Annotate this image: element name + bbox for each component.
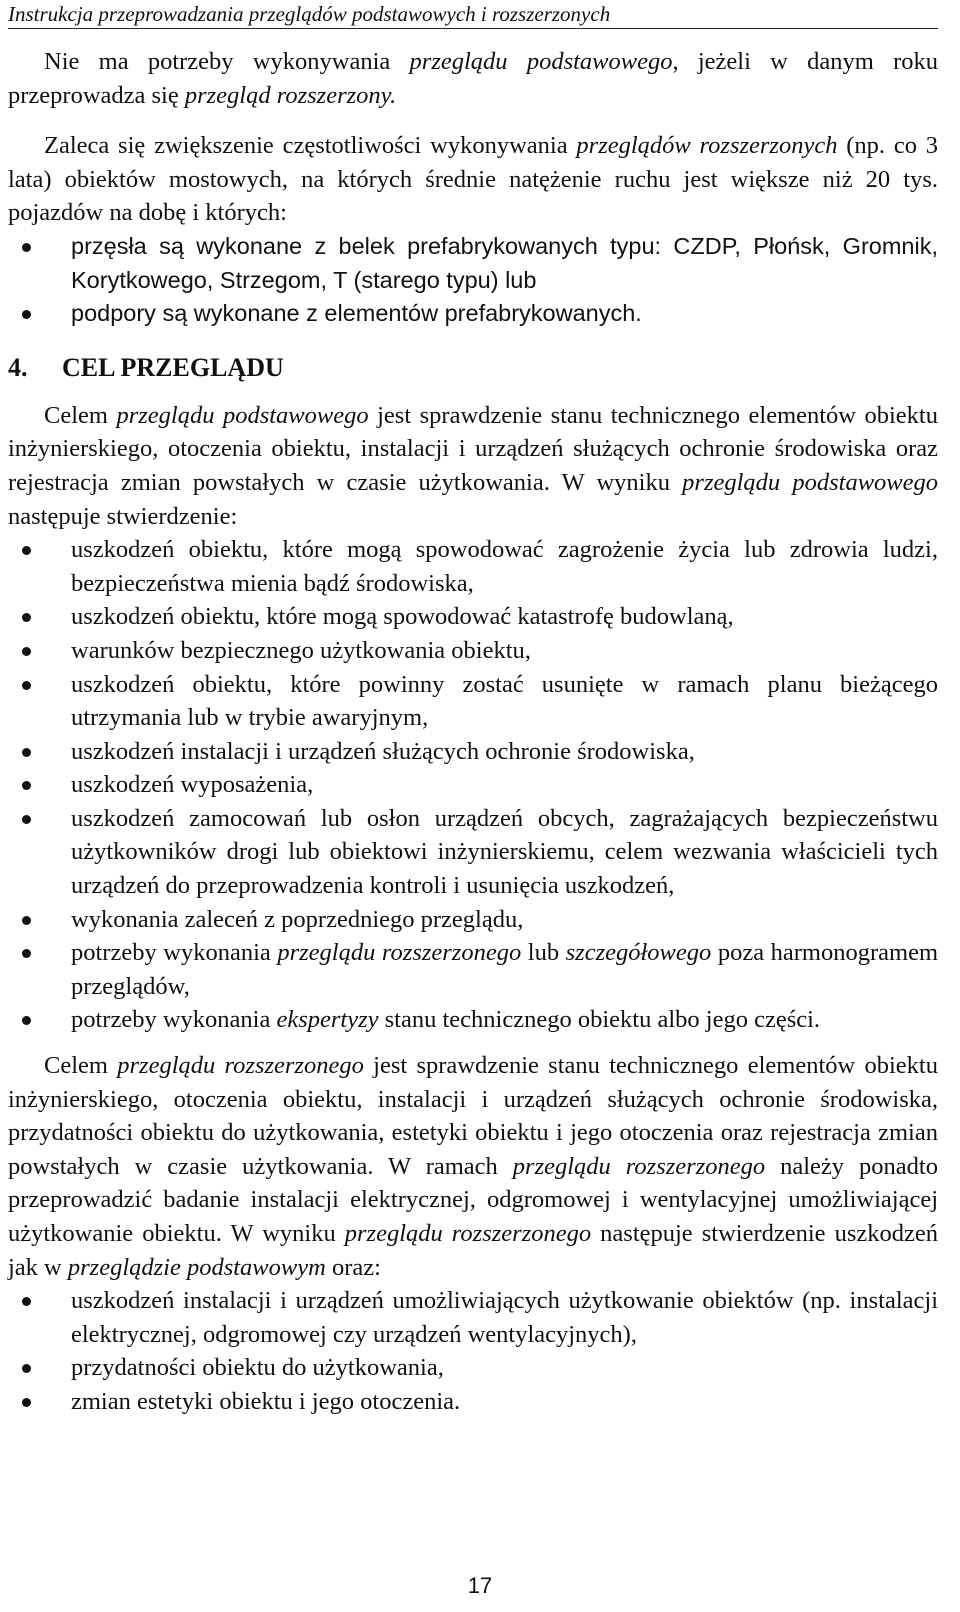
running-header: Instrukcja przeprowadzania przeglądów podstawowych i rozszerzonych bbox=[8, 0, 938, 29]
list-item: zmian estetyki obiektu i jego otoczenia. bbox=[8, 1385, 938, 1419]
basic-review-paragraph bbox=[8, 399, 938, 533]
text-run: lub bbox=[521, 939, 566, 967]
list-item: uszkodzeń obiektu, które powinny zostać usunięte w ramach planu bieżącego utrzymania lub w trybie awaryjnym, bbox=[8, 668, 938, 735]
text-run: Celem bbox=[44, 1052, 118, 1080]
italic-term: przeglądu rozszerzonego bbox=[512, 1152, 766, 1180]
text-run: Nie ma potrzeby wykonywania bbox=[44, 48, 410, 75]
text-run: potrzeby wykonania bbox=[71, 1006, 277, 1034]
text-run: poza harmonogramem przeglądów, bbox=[71, 939, 938, 1000]
italic-term: przeglądu podstawowego bbox=[116, 401, 369, 429]
list-item: uszkodzeń instalacji i urządzeń umożliwiających użytkowanie obiektów (np. instalacji elektrycznej, odgromowej czy urządzeń wentylacyjnych), bbox=[8, 1284, 938, 1351]
section-number: 4. bbox=[8, 352, 28, 382]
list-item: wykonania zaleceń z poprzedniego przeglądu, bbox=[8, 903, 938, 937]
list-item bbox=[8, 936, 938, 1003]
italic-term: przeglądu rozszerzonego bbox=[277, 939, 522, 967]
section-heading bbox=[8, 351, 938, 385]
text-run: Zaleca się zwiększenie częstotliwości wykonywania bbox=[44, 132, 577, 160]
page-number: 17 bbox=[467, 1573, 493, 1598]
list-item: przydatności obiektu do użytkowania, bbox=[8, 1351, 938, 1385]
text-run: , jeżeli w danym roku przeprowadza się bbox=[8, 48, 938, 109]
text-run: (np. co 3 lata) obiektów mostowych, na których średnie natężenie ruchu jest większe niż 20 tys. pojazdów na dobę i których: bbox=[8, 132, 939, 227]
extended-review-bullet-list bbox=[8, 1284, 938, 1418]
italic-term: przeglądu podstawowego bbox=[682, 468, 939, 496]
text-run: następuje stwierdzenie uszkodzeń jak w bbox=[8, 1220, 938, 1281]
text-run: oraz: bbox=[325, 1253, 381, 1281]
list-item: podpory są wykonane z elementów prefabrykowanych. bbox=[8, 297, 938, 331]
text-run: należy ponadto przeprowadzić badanie instalacji elektrycznej, odgromowej i wentylacyjnej umożliwiającej użytkowanie obiektu. W wyniku bbox=[8, 1152, 938, 1247]
basic-review-bullet-list bbox=[8, 533, 938, 1037]
list-item: uszkodzeń obiektu, które mogą spowodować zagrożenie życia lub zdrowia ludzi, bezpieczeństwa mienia bądź środowiska, bbox=[8, 533, 938, 600]
intro-bullet-list bbox=[8, 230, 938, 331]
italic-term: przegląd rozszerzony. bbox=[184, 81, 397, 109]
list-item: uszkodzeń wyposażenia, bbox=[8, 768, 938, 802]
italic-term: przeglądu podstawowego bbox=[409, 48, 673, 75]
intro-paragraph-2 bbox=[8, 129, 938, 230]
list-item: warunków bezpiecznego użytkowania obiektu, bbox=[8, 634, 938, 668]
list-item: uszkodzeń instalacji i urządzeń służących ochronie środowiska, bbox=[8, 735, 938, 769]
list-item: uszkodzeń obiektu, które mogą spowodować katastrofę budowlaną, bbox=[8, 600, 938, 634]
text-run: następuje stwierdzenie: bbox=[8, 502, 238, 530]
text-run: Celem bbox=[44, 401, 117, 429]
italic-term: ekspertyzy bbox=[276, 1006, 379, 1034]
intro-paragraph-1 bbox=[8, 45, 938, 112]
text-run: potrzeby wykonania bbox=[71, 939, 278, 967]
italic-term: przeglądu rozszerzonego bbox=[117, 1052, 364, 1080]
italic-term: szczegółowego bbox=[565, 939, 712, 967]
list-item bbox=[8, 1003, 938, 1037]
text-run: jest sprawdzenie stanu technicznego elementów obiektu inżynierskiego, otoczenia obiektu, instalacji i urządzeń służących ochronie środowiska oraz rejestracja zmian powstałych w czasie użytkowania. W wyniku bbox=[8, 401, 938, 496]
text-run: stanu technicznego obiektu albo jego części. bbox=[378, 1006, 821, 1034]
list-item: uszkodzeń zamocowań lub osłon urządzeń obcych, zagrażających bezpieczeństwu użytkowników drogi lub obiektowi inżynierskiemu, celem wezwania właścicieli tych urządzeń do przeprowadzenia kontroli i usunięcia uszkodzeń, bbox=[8, 802, 938, 903]
italic-term: przeglądzie podstawowym bbox=[67, 1253, 326, 1281]
italic-term: przeglądu rozszerzonego bbox=[344, 1220, 592, 1247]
list-item: przęsła są wykonane z belek prefabrykowanych typu: CZDP, Płońsk, Gromnik, Korytkowego, Strzegom, T (starego typu) lub bbox=[8, 230, 938, 297]
text-run: jest sprawdzenie stanu technicznego elementów obiektu inżynierskiego, otoczenia obiektu, instalacji i urządzeń służących ochronie środowiska, przydatności obiektu do użytkowania, estetyki obiektu i jego otoczenia oraz rejestracja zmian powstałych w czasie użytkowania. W ramach bbox=[8, 1052, 938, 1180]
extended-review-paragraph bbox=[8, 1049, 938, 1284]
italic-term: przeglądów rozszerzonych bbox=[576, 132, 838, 160]
section-title: CEL PRZEGLĄDU bbox=[62, 352, 284, 382]
